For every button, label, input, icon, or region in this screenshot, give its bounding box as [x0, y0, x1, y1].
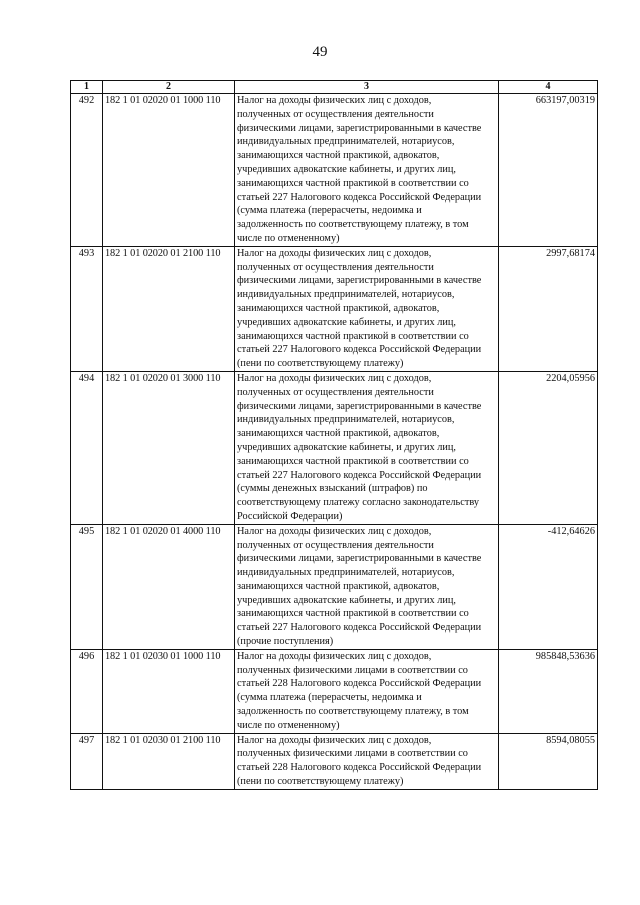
- description-line: (прочие поступления): [237, 636, 334, 648]
- description-line: полученных физическими лицами в соответствии со: [237, 748, 468, 760]
- description-line: задолженность по соответствующему платежу, в том: [237, 219, 469, 231]
- description-line: индивидуальных предпринимателей, нотариусов,: [237, 289, 455, 301]
- description-line: статьей 227 Налогового кодекса Российской Федерации: [237, 344, 482, 356]
- header-col-2: 2: [103, 81, 235, 94]
- description-line: учредивших адвокатские кабинеты, и других лиц,: [237, 163, 456, 175]
- row-number: 497: [71, 733, 103, 789]
- header-col-3: 3: [235, 81, 499, 94]
- table-body: [71, 94, 598, 790]
- amount: 985848,53636: [499, 649, 598, 733]
- budget-code: 182 1 01 02020 01 2100 110: [103, 246, 235, 371]
- description-line: статьей 228 Налогового кодекса Российской Федерации: [237, 762, 482, 774]
- page-number: 49: [312, 44, 328, 60]
- description-line: Налог на доходы физических лиц с доходов,: [237, 247, 432, 259]
- description-line: Налог на доходы физических лиц с доходов,: [237, 650, 432, 662]
- description-line: учредивших адвокатские кабинеты, и других лиц,: [237, 316, 456, 328]
- description-line: полученных от осуществления деятельности: [237, 108, 434, 120]
- budget-code: 182 1 01 02020 01 3000 110: [103, 371, 235, 524]
- amount: 663197,00319: [499, 94, 598, 247]
- description-line: Налог на доходы физических лиц с доходов,: [237, 525, 432, 537]
- description-line: занимающихся частной практикой, адвокатов,: [237, 150, 440, 162]
- table-row: [71, 733, 598, 789]
- table-row: [71, 94, 598, 247]
- description-line: занимающихся частной практикой в соответствии со: [237, 177, 469, 189]
- description-line: задолженность по соответствующему платежу, в том: [237, 706, 469, 718]
- description-line: (сумма платежа (перерасчеты, недоимка и: [237, 692, 422, 704]
- description-line: статьей 228 Налогового кодекса Российской Федерации: [237, 678, 482, 690]
- budget-code: 182 1 01 02020 01 4000 110: [103, 524, 235, 649]
- description-line: (пени по соответствующему платежу): [237, 358, 404, 370]
- description-line: статьей 227 Налогового кодекса Российской Федерации: [237, 191, 482, 203]
- description-line: Российской Федерации): [237, 510, 343, 522]
- income-description: [235, 649, 499, 733]
- description-line: физическими лицами, зарегистрированными в качестве: [237, 122, 482, 134]
- description-line: (суммы денежных взысканий (штрафов) по: [237, 483, 428, 495]
- budget-code: 182 1 01 02030 01 2100 110: [103, 733, 235, 789]
- row-number: 493: [71, 246, 103, 371]
- description-line: занимающихся частной практикой, адвокатов,: [237, 428, 440, 440]
- row-number: 495: [71, 524, 103, 649]
- header-col-1: 1: [71, 81, 103, 94]
- description-line: (пени по соответствующему платежу): [237, 776, 404, 788]
- description-line: статьей 227 Налогового кодекса Российской Федерации: [237, 469, 482, 481]
- description-line: занимающихся частной практикой в соответствии со: [237, 455, 469, 467]
- income-description: [235, 733, 499, 789]
- row-number: 494: [71, 371, 103, 524]
- description-line: числе по отмененному): [237, 719, 340, 731]
- description-line: физическими лицами, зарегистрированными в качестве: [237, 275, 482, 287]
- income-description: [235, 524, 499, 649]
- description-line: физическими лицами, зарегистрированными в качестве: [237, 553, 482, 565]
- income-description: [235, 371, 499, 524]
- description-line: занимающихся частной практикой, адвокатов,: [237, 580, 440, 592]
- description-line: полученных от осуществления деятельности: [237, 261, 434, 273]
- budget-table: [70, 80, 598, 790]
- description-line: числе по отмененному): [237, 232, 340, 244]
- income-description: [235, 246, 499, 371]
- description-line: Налог на доходы физических лиц с доходов,: [237, 734, 432, 746]
- table-row: [71, 246, 598, 371]
- amount: -412,64626: [499, 524, 598, 649]
- description-line: занимающихся частной практикой, адвокатов,: [237, 302, 440, 314]
- description-line: занимающихся частной практикой в соответствии со: [237, 330, 469, 342]
- table-row: [71, 524, 598, 649]
- amount: 2204,05956: [499, 371, 598, 524]
- description-line: (сумма платежа (перерасчеты, недоимка и: [237, 205, 422, 217]
- amount: 8594,08055: [499, 733, 598, 789]
- description-line: полученных от осуществления деятельности: [237, 386, 434, 398]
- description-line: соответствующему платежу согласно законодательству: [237, 497, 479, 509]
- budget-code: 182 1 01 02030 01 1000 110: [103, 649, 235, 733]
- description-line: физическими лицами, зарегистрированными в качестве: [237, 400, 482, 412]
- description-line: учредивших адвокатские кабинеты, и других лиц,: [237, 441, 456, 453]
- description-line: полученных физическими лицами в соответствии со: [237, 664, 468, 676]
- description-line: полученных от осуществления деятельности: [237, 539, 434, 551]
- row-number: 492: [71, 94, 103, 247]
- description-line: статьей 227 Налогового кодекса Российской Федерации: [237, 622, 482, 634]
- table-row: [71, 371, 598, 524]
- description-line: индивидуальных предпринимателей, нотариусов,: [237, 567, 455, 579]
- table-row: [71, 649, 598, 733]
- row-number: 496: [71, 649, 103, 733]
- table-header-row: [71, 81, 598, 94]
- description-line: индивидуальных предпринимателей, нотариусов,: [237, 136, 455, 148]
- description-line: занимающихся частной практикой в соответствии со: [237, 608, 469, 620]
- description-line: учредивших адвокатские кабинеты, и других лиц,: [237, 594, 456, 606]
- header-col-4: 4: [499, 81, 598, 94]
- description-line: индивидуальных предпринимателей, нотариусов,: [237, 414, 455, 426]
- description-line: Налог на доходы физических лиц с доходов,: [237, 372, 432, 384]
- description-line: Налог на доходы физических лиц с доходов,: [237, 95, 432, 106]
- budget-code: 182 1 01 02020 01 1000 110: [103, 94, 235, 247]
- income-description: [235, 94, 499, 247]
- amount: 2997,68174: [499, 246, 598, 371]
